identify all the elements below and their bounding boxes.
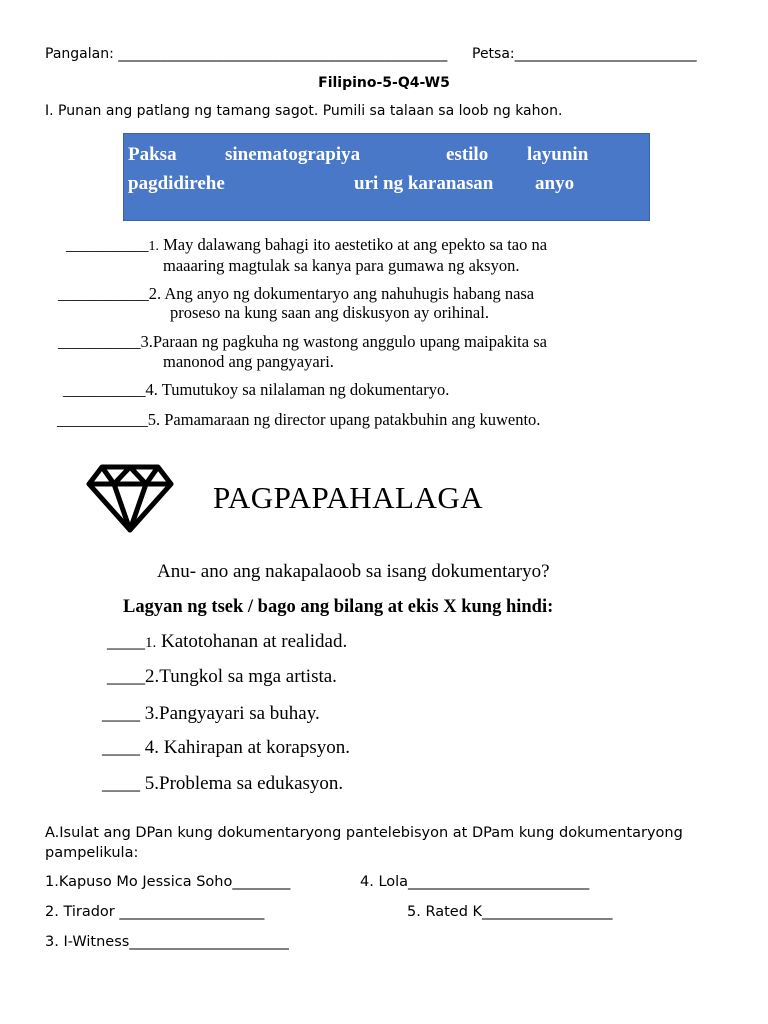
part1-item-4: __________4. Tumutukoy sa nilalaman ng dokumentaryo.	[63, 380, 450, 399]
word-box-word: estilo	[446, 144, 489, 165]
word-box-word: Paksa	[128, 144, 177, 165]
answer-blank[interactable]: ___________	[58, 284, 149, 303]
part-a-item-5[interactable]: 5. Rated K__________________	[407, 904, 613, 920]
word-box	[123, 133, 650, 221]
word-box-word: pagdidirehe	[128, 173, 225, 194]
answer-blank[interactable]: __________	[66, 235, 149, 254]
part-a-instruction: A.Isulat ang DPan kung dokumentaryong pantelebisyon at DPam kung dokumentaryong	[45, 825, 683, 841]
valuing-directive: Lagyan ng tsek / bago ang bilang at ekis X kung hindi:	[123, 597, 554, 617]
valuing-item-3: ____ 3.Pangyayari sa buhay.	[102, 703, 320, 724]
part1-item-1: __________1. May dalawang bahagi ito aestetiko at ang epekto sa tao na	[66, 235, 548, 254]
date-line[interactable]: __________________________	[514, 46, 697, 62]
section-title: PAGPAPAHALAGA	[213, 480, 484, 515]
valuing-item-1: ____1. Katotohanan at realidad.	[107, 631, 348, 652]
part1-instruction: I. Punan ang patlang ng tamang sagot. Pumili sa talaan sa loob ng kahon.	[45, 103, 563, 119]
part-a-item-4[interactable]: 4. Lola_________________________	[360, 874, 590, 890]
part-a-item-3[interactable]: 3. I-Witness______________________	[45, 934, 289, 950]
part1-item-2: ___________2. Ang anyo ng dokumentaryo ang nahuhugis habang nasa	[58, 284, 535, 303]
check-blank[interactable]: ____	[102, 703, 140, 724]
word-box-word: uri ng karanasan	[354, 173, 494, 194]
part1-item-3-cont: manonod ang pangyayari.	[163, 352, 334, 371]
check-blank[interactable]: ____	[102, 737, 140, 758]
part-a-item-2[interactable]: 2. Tirador ____________________	[45, 904, 265, 920]
check-blank[interactable]: ____	[107, 666, 145, 687]
word-box-word: layunin	[527, 144, 589, 165]
part1-item-1-cont: maaaring magtulak sa kanya para gumawa ng aksyon.	[163, 256, 520, 275]
part1-item-5: ___________5. Pamamaraan ng director upang patakbuhin ang kuwento.	[57, 410, 541, 429]
answer-blank[interactable]: __________	[58, 332, 141, 351]
word-box-word: sinematograpiya	[225, 144, 361, 165]
part1-item-2-cont: proseso na kung saan ang diskusyon ay orihinal.	[170, 303, 489, 322]
valuing-item-5: ____ 5.Problema sa edukasyon.	[102, 773, 344, 794]
valuing-item-4: ____ 4. Kahirapan at korapsyon.	[102, 737, 350, 758]
diamond-icon	[86, 464, 174, 534]
part1-item-3: __________3.Paraan ng pagkuha ng wastong anggulo upang maipakita sa	[58, 332, 547, 351]
valuing-item-2: ____2.Tungkol sa mga artista.	[107, 666, 337, 687]
answer-blank[interactable]: __________	[63, 380, 146, 399]
name-label: Pangalan:	[45, 46, 114, 62]
part-a-item-1[interactable]: 1.Kapuso Mo Jessica Soho________	[45, 874, 291, 890]
valuing-question: Anu- ano ang nakapalaoob sa isang dokumentaryo?	[157, 561, 550, 582]
check-blank[interactable]: ____	[107, 631, 145, 652]
date-label: Petsa:	[472, 46, 515, 62]
check-blank[interactable]: ____	[102, 773, 140, 794]
word-box-word: anyo	[535, 173, 575, 194]
worksheet-title: Filipino-5-Q4-W5	[318, 75, 450, 91]
answer-blank[interactable]: ___________	[57, 410, 148, 429]
name-line[interactable]: _______________________________________________	[118, 46, 448, 62]
name-field	[45, 46, 447, 62]
part-a-instruction-cont: pampelikula:	[45, 845, 139, 861]
date-field	[472, 46, 697, 62]
